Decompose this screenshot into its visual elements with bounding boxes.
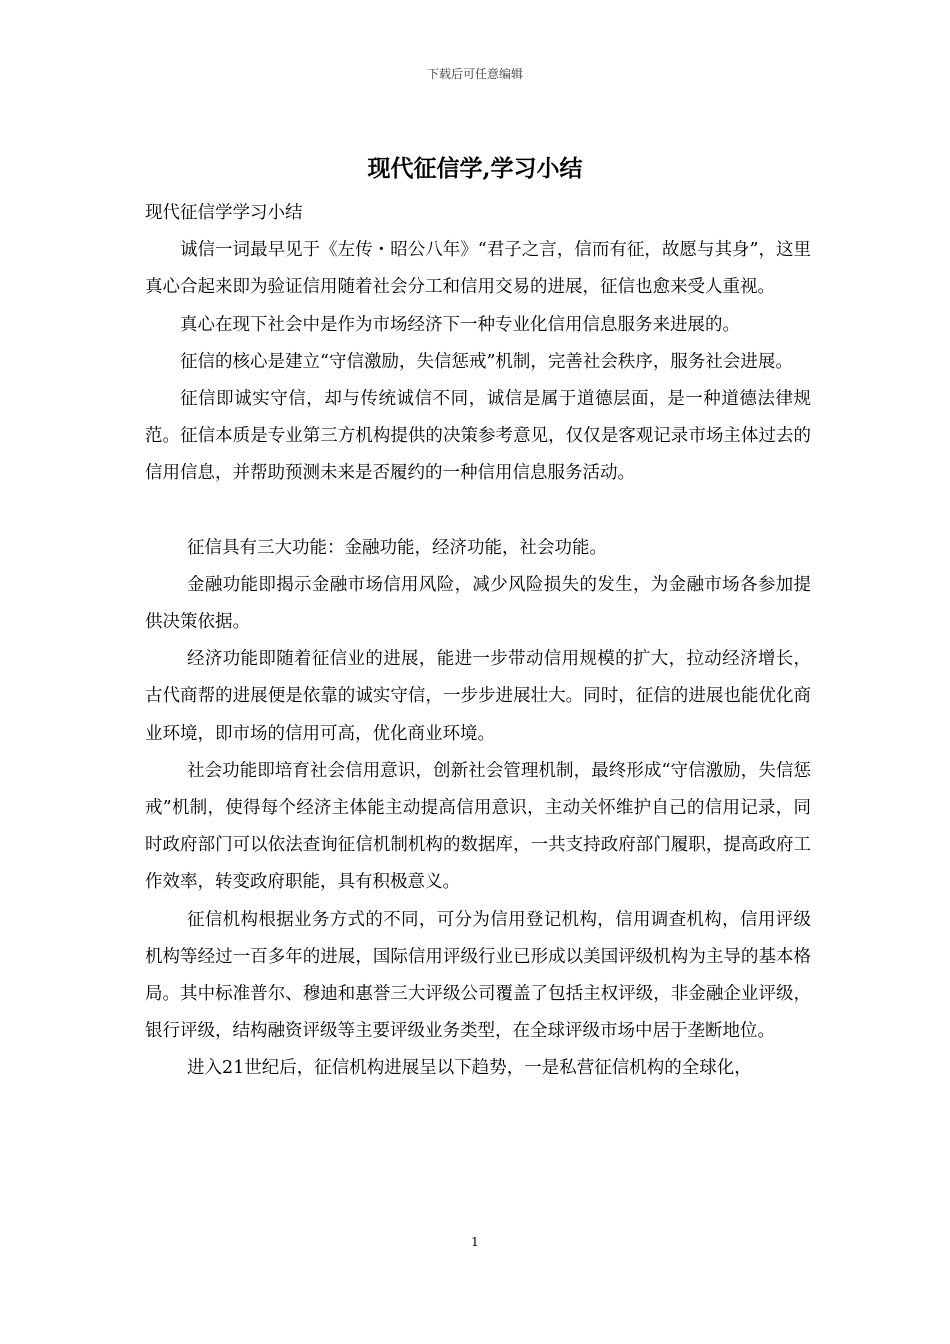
paragraph-5: 征信具有三大功能：金融功能，经济功能，社会功能。 <box>187 537 607 558</box>
paragraph-8: 社会功能即培育社会信用意识，创新社会管理机制，最终形成“守信激励，失信惩戒”机制，使得每个经济主体能主动提高信用意识，主动关怀维护自己的信用记录，同时政府部门可以依法查询征信机制机构的数据库，一共支持政府部门履职，提高政府工作效率，转变政府职能，具有积极意义。 <box>145 760 811 893</box>
document-title: 现代征信学,学习小结 <box>367 155 583 182</box>
paragraph-4: 征信即诚实守信，却与传统诚信不同，诚信是属于道德层面，是一种道德法律规范。征信本质是专业第三方机构提供的决策参考意见，仅仅是客观记录市场主体过去的信用信息，并帮助预测未来是否履约的一种信用信息服务活动。 <box>145 389 811 484</box>
paragraph-10: 进入21世纪后，征信机构进展呈以下趋势，一是私营征信机构的全球化， <box>187 1058 752 1079</box>
paragraph-1: 诚信一词最早见于《左传・昭公八年》“君子之言，信而有征，故愿与其身”，这里真心合起来即为验证信用随着社会分工和信用交易的进展，征信也愈来受人重视。 <box>145 240 811 298</box>
document-body <box>145 195 811 1088</box>
page-number: 1 <box>471 1235 479 1249</box>
paragraph-6: 金融功能即揭示金融市场信用风险，减少风险损失的发生，为金融市场各参加提供决策依据。 <box>145 574 811 633</box>
paragraph-7: 经济功能即随着征信业的进展，能进一步带动信用规模的扩大，拉动经济增长，古代商帮的进展便是依靠的诚实守信，一步步进展壮大。同时，征信的进展也能优化商业环境，即市场的信用可高，优化商业环境。 <box>145 649 811 744</box>
page-header-note: 下载后可任意编辑 <box>426 67 523 81</box>
document-subtitle: 现代征信学学习小结 <box>145 203 303 223</box>
paragraph-2: 真心在现下社会中是作为市场经济下一种专业化信用信息服务来进展的。 <box>180 314 740 335</box>
paragraph-9: 征信机构根据业务方式的不同，可分为信用登记机构，信用调查机构，信用评级机构等经过一百多年的进展，国际信用评级行业已形成以美国评级机构为主导的基本格局。其中标准普尔、穆迪和惠誉三大评级公司覆盖了包括主权评级，非金融企业评级，银行评级，结构融资评级等主要评级业务类型，在全球评级市场中居于垄断地位。 <box>145 909 811 1042</box>
paragraph-3: 征信的核心是建立“守信激励，失信惩戒”机制，完善社会秩序，服务社会进展。 <box>180 351 793 372</box>
